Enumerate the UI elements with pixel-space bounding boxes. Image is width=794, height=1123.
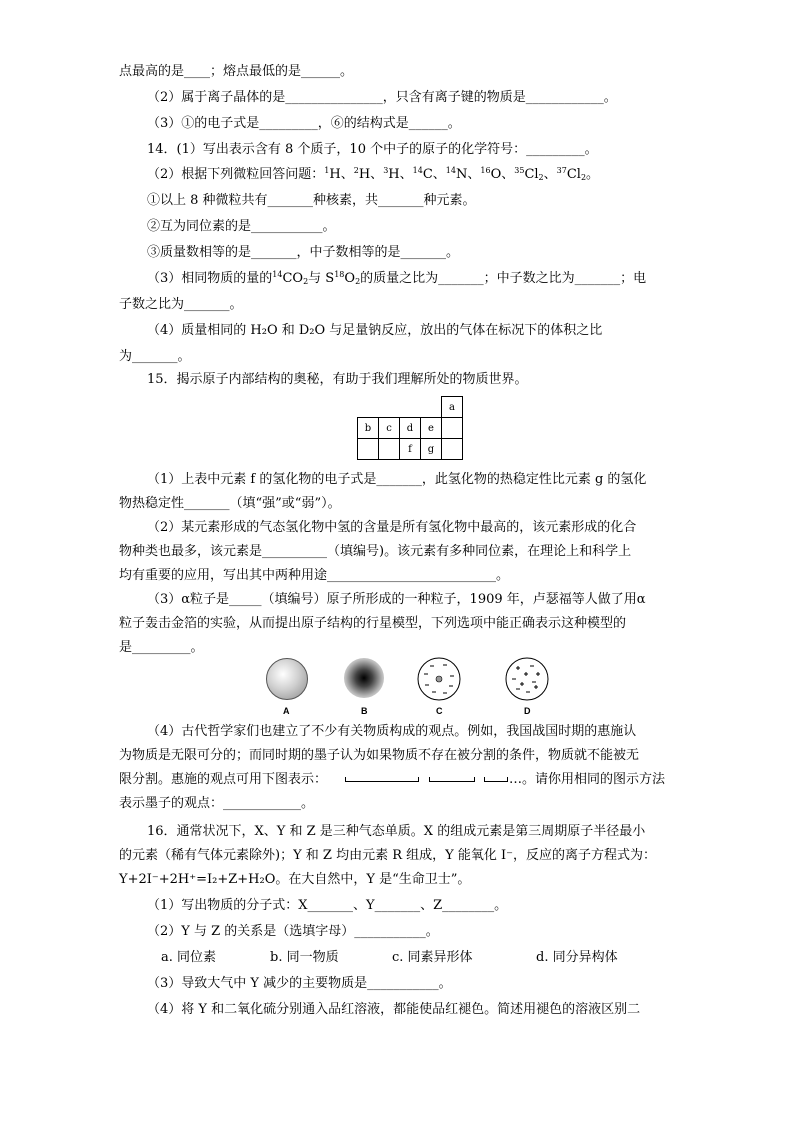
q15-4-cont1: 为物质是无限可分的；而同时期的墨子认为如果物质不存在被分割的条件，物质就不能被无	[119, 748, 640, 763]
q16-2: （2）Y 与 Z 的关系是（选填字母）___________。	[147, 924, 439, 939]
q14-4-cont: 为_______。	[119, 349, 191, 364]
mass-number: 16	[480, 166, 491, 175]
cell-empty	[379, 439, 400, 460]
particle-4	[413, 167, 433, 182]
q14-2-sub2: ②互为同位素的是___________。	[147, 219, 336, 234]
q15-2-cont1: 物种类也最多，该元素是__________（填编号)。该元素有多种同位素，在理论上和科学上	[119, 544, 632, 559]
model-label-c: C	[436, 706, 443, 716]
element-symbol: Cl	[524, 167, 539, 182]
q14-3-rest: 的质量之比为_______；中子数之比为_______；电	[360, 271, 647, 286]
o18-mass: 18	[334, 270, 345, 279]
q14-2-sub3: ③质量数相等的是_______，中子数相等的是_______。	[147, 245, 460, 260]
q14-2	[147, 165, 599, 185]
q14-2-sub1: ①以上 8 种微粒共有_______种核素，共_______种元素。	[147, 193, 476, 208]
cell-empty	[358, 439, 379, 460]
model-label-b: B	[361, 706, 368, 716]
element-symbol: Cl	[566, 167, 581, 182]
option-b: b. 同一物质	[270, 950, 339, 965]
q14-2-end: 。	[586, 167, 600, 182]
atom-model-b	[344, 658, 384, 698]
cell-b: b	[358, 418, 379, 439]
q16-stem-3: Y+2I⁻+2H⁺=I₂+Z+H₂O。在大自然中，Y 是“生命卫士”。	[119, 872, 471, 887]
q14-3	[147, 269, 646, 289]
q16-1: （1）写出物质的分子式：X_______、Y_______、Z________。	[147, 898, 508, 913]
particle-2	[354, 167, 370, 182]
element-symbol: C	[422, 167, 433, 182]
particle-list: $^1$H、$^2$H、$^3$H、$^{14}$C、$^{14}$N、$^{16}$O、$^{35}Cl_2$、$^{37}Cl_2$	[324, 166, 587, 182]
q15-3-cont1: 粒子轰击金箔的实验，从而提出原子结构的行星模型，下列选项中能正确表示这种模型的	[119, 616, 627, 631]
q13-2: （2）属于离子晶体的是_______________，只含有离子键的物质是____________。	[147, 90, 617, 105]
q15-4-cont2-prompt: 限分割。惠施的观点可用下图表示：	[119, 772, 328, 787]
mass-number: 3	[383, 166, 389, 175]
division-segment-1	[345, 777, 419, 782]
q14-3-cont: 子数之比为_______。	[119, 297, 243, 312]
mass-number: 37	[556, 166, 567, 175]
model-label-a: A	[283, 706, 290, 716]
element-symbol: H	[358, 167, 371, 182]
atom-model-d	[504, 656, 550, 702]
element-symbol: O	[490, 167, 502, 182]
cell-c: c	[379, 418, 400, 439]
atom-model-c	[416, 656, 462, 702]
q14-1: 14．(1）写出表示含有 8 个质子，10 个中子的原子的化学符号：_________。	[147, 142, 598, 157]
cell-empty	[442, 439, 463, 460]
q15-4-cont3: 表示墨子的观点：____________。	[119, 796, 315, 811]
mass-number: 1	[324, 166, 330, 175]
option-a: a. 同位素	[161, 950, 217, 965]
q16-4: （4）将 Y 和二氧化硫分别通入品红溶液，都能使品红褪色。简述用褪色的溶液区别二	[147, 1002, 641, 1017]
particle-6	[480, 167, 501, 182]
q14-2-prompt: （2）根据下列微粒回答问题：	[147, 167, 325, 182]
q15-2: （2）某元素形成的气态氢化物中氢的含量是所有氢化物中最高的，该元素形成的化合	[147, 520, 637, 535]
q15-3-cont2: 是_________。	[119, 640, 204, 655]
mass-number: 35	[514, 166, 525, 175]
particle-8	[557, 167, 586, 182]
atom-model-a	[266, 658, 308, 700]
particle-5	[446, 167, 468, 182]
division-segment-2	[429, 777, 475, 782]
cell-empty	[442, 418, 463, 439]
option-c: c. 同素异形体	[392, 950, 473, 965]
q15-3: （3）α粒子是_____（填编号）原子所形成的一种粒子，1909 年，卢瑟福等人做了用α	[147, 592, 646, 607]
q15-stem: 15．揭示原子内部结构的奥秘，有助于我们理解所处的物质世界。	[147, 372, 528, 387]
o2-symbol: O	[344, 271, 356, 286]
co2-sub: 2	[303, 277, 309, 286]
q15-4: （4）古代哲学家们也建立了不少有关物质构成的观点。例如，我国战国时期的惠施认	[147, 724, 637, 739]
mass-number: 14	[412, 166, 423, 175]
cell-e: e	[421, 418, 442, 439]
option-d: d. 同分异构体	[536, 950, 618, 965]
division-segment-3	[484, 777, 508, 782]
q14-3-and: 与 S	[308, 271, 335, 286]
cell-f: f	[400, 439, 421, 460]
element-symbol: N	[455, 167, 468, 182]
c14-mass: 14	[272, 270, 283, 279]
particle-7	[514, 167, 543, 182]
particle-1	[324, 167, 340, 182]
mass-number: 2	[353, 166, 359, 175]
cell-g: g	[421, 439, 442, 460]
q16-stem-2: 的元素（稀有气体元素除外)；Y 和 Z 均由元素 R 组成，Y 能氧化 I⁻，反应的离子方程式为：	[119, 848, 656, 863]
q13-3: （3）①的电子式是_________，⑥的结构式是______。	[147, 116, 461, 131]
q14-3-prompt: （3）相同物质的量的	[147, 271, 273, 286]
cell-a: a	[442, 397, 463, 418]
element-symbol: H	[388, 167, 400, 182]
q15-4-cont2-rest: …。请你用相同的图示方法	[509, 772, 666, 787]
cell-d: d	[400, 418, 421, 439]
q16-3: （3）导致大气中 Y 减少的主要物质是___________。	[147, 976, 452, 991]
atom-count: 2	[580, 173, 587, 182]
model-label-d: D	[524, 706, 531, 716]
periodic-table-fragment	[357, 396, 463, 460]
q14-4: （4）质量相同的 H₂O 和 D₂O 与足量钠反应，放出的气体在标况下的体积之比	[147, 323, 603, 338]
element-symbol: H	[329, 167, 341, 182]
mass-number: 14	[445, 166, 456, 175]
particle-3	[383, 167, 399, 182]
q13-line-1: 点最高的是____；熔点最低的是______。	[119, 64, 354, 79]
co2-symbol: CO	[282, 271, 304, 286]
q16-stem-1: 16．通常状况下，X、Y 和 Z 是三种气态单质。X 的组成元素是第三周期原子半径最小	[147, 824, 646, 839]
o2-sub: 2	[355, 277, 361, 286]
q15-1-cont: 物热稳定性_______（填“强”或“弱”）。	[119, 496, 341, 511]
atom-count: 2	[538, 173, 544, 182]
q15-2-cont2: 均有重要的应用，写出其中两种用途__________________________。	[119, 568, 510, 583]
q15-1: （1）上表中元素 f 的氢化物的电子式是_______，此氢化物的热稳定性比元素 g 的氢化	[147, 472, 647, 487]
